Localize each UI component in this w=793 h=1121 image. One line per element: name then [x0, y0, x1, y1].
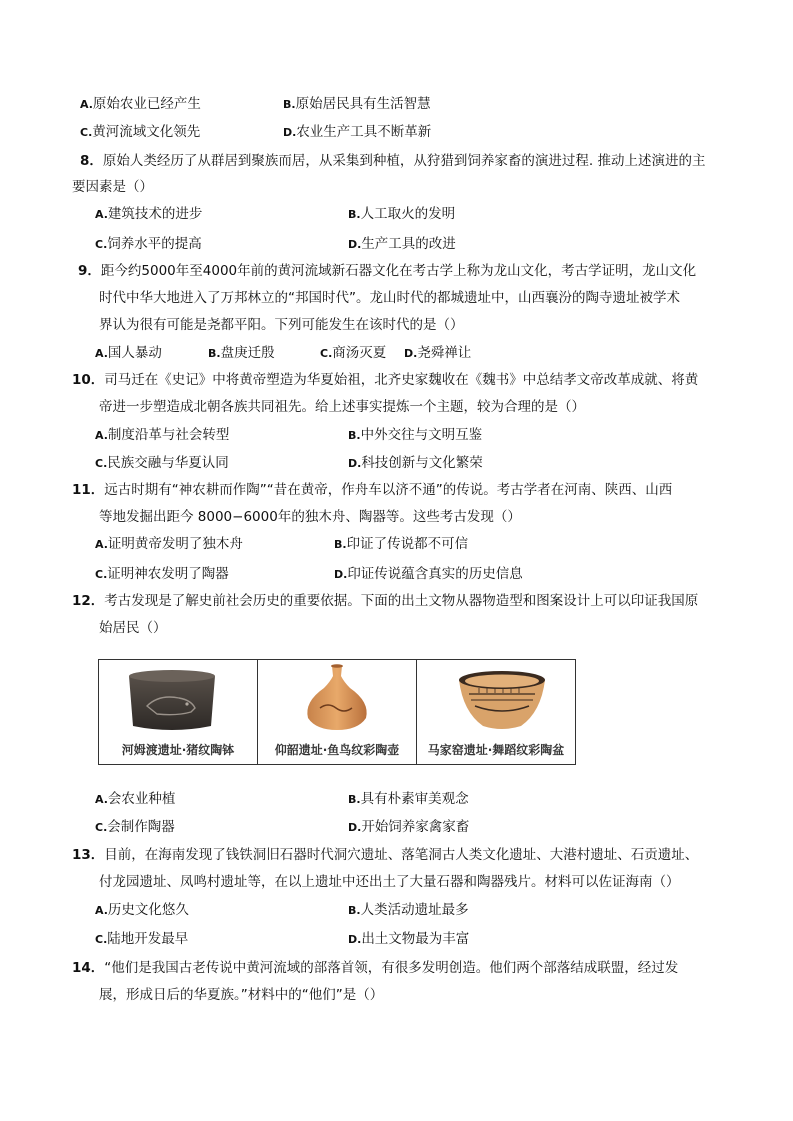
q12-option-b: B.具有朴素审美观念	[348, 791, 469, 807]
q8-option-d: D.生产工具的改进	[348, 236, 456, 252]
q10-option-a: A.制度沿革与社会转型	[95, 427, 230, 443]
q10-stem-line-2: 帝进一步塑造成北朝各族共同祖先。给上述事实提炼一个主题，较为合理的是（）	[99, 399, 585, 415]
q8-stem-line-2: 要因素是（）	[72, 179, 153, 195]
q7-option-b: B.原始居民具有生活智慧	[283, 96, 431, 112]
q9-option-b: B.盘庚迁殷	[208, 345, 275, 361]
q10-number: 10．	[72, 372, 105, 388]
artifact-cell-1	[99, 660, 258, 764]
q9-stem-line-3: 界认为很有可能是尧都平阳。下列可能发生在该时代的是（）	[99, 317, 464, 333]
q10-option-d: D.科技创新与文化繁荣	[348, 455, 483, 471]
q12-stem-line-1: 12．考古发现是了解史前社会历史的重要依据。下面的出土文物从器物造型和图案设计上可以印证我国原	[72, 593, 699, 609]
q10-option-c: C.民族交融与华夏认同	[95, 455, 229, 471]
q14-stem-line-2: 展，形成日后的华夏族。”材料中的“他们”是（）	[99, 987, 384, 1003]
q8-option-b: B.人工取火的发明	[348, 206, 456, 222]
q14-number: 14．	[72, 960, 105, 976]
q7-option-a: A.原始农业已经产生	[80, 96, 201, 112]
q7-option-d: D.农业生产工具不断革新	[283, 124, 432, 140]
q13-number: 13．	[72, 847, 105, 863]
q14-stem-line-1: 14．“他们是我国古老传说中黄河流域的部落首领，有很多发明创造。他们两个部落结成联盟，经过发	[72, 960, 679, 976]
pig-pattern-bowl-icon	[99, 660, 245, 740]
artifact-cell-2	[258, 660, 417, 764]
artifact-caption-3: 马家窑遗址·舞蹈纹彩陶盆	[427, 743, 565, 757]
artifact-caption-2: 仰韶遗址·鱼鸟纹彩陶壶	[274, 743, 400, 757]
q12-stem-line-2: 始居民（）	[99, 620, 167, 636]
q9-number: 9．	[78, 263, 101, 279]
q13-option-a: A.历史文化悠久	[95, 902, 189, 918]
artifact-caption-1: 河姆渡遗址·猪纹陶钵	[121, 743, 235, 757]
q13-option-b: B.人类活动遗址最多	[348, 902, 469, 918]
q11-stem-line-2: 等地发掘出距今 8000−6000年的独木舟、陶器等。这些考古发现（）	[99, 509, 521, 525]
q11-option-c: C.证明神农发明了陶器	[95, 566, 229, 582]
q10-stem-line-1: 10．司马迁在《史记》中将黄帝塑造为华夏始祖，北齐史家魏收在《魏书》中总结孝文帝改革成就、将黄	[72, 372, 699, 388]
q9-option-c: C.商汤灭夏	[320, 345, 387, 361]
q11-option-a: A.证明黄帝发明了独木舟	[95, 536, 243, 552]
q12-option-d: D.开始饲养家禽家畜	[348, 819, 470, 835]
q7-option-c: C.黄河流域文化领先	[80, 124, 201, 140]
fish-bird-painted-pot-icon	[258, 660, 416, 740]
q11-option-b: B.印证了传说都不可信	[334, 536, 469, 552]
q11-number: 11．	[72, 482, 105, 498]
q8-option-c: C.饲养水平的提高	[95, 236, 202, 252]
q11-option-d: D.印证传说蕴含真实的历史信息	[334, 566, 523, 582]
q10-option-b: B.中外交往与文明互鉴	[348, 427, 483, 443]
dance-pattern-basin-icon	[417, 660, 587, 740]
q9-stem-line-1: 9．距今约5000年至4000年前的黄河流域新石器文化在考古学上称为龙山文化，考古学证明，龙山文化	[78, 263, 697, 279]
q12-number: 12．	[72, 593, 105, 609]
q13-stem-line-1: 13．目前，在海南发现了钱铁洞旧石器时代洞穴遗址、落笔洞古人类文化遗址、大港村遗址、石贡遗址、	[72, 847, 699, 863]
q13-option-c: C.陆地开发最早	[95, 931, 189, 947]
q13-stem-line-2: 付龙园遗址、凤鸣村遗址等，在以上遗址中还出土了大量石器和陶器残片。材料可以佐证海南（）	[99, 874, 680, 890]
q9-stem-line-2: 时代中华大地进入了万邦林立的“邦国时代”。龙山时代的都城遗址中，山西襄汾的陶寺遗址被学术	[99, 290, 680, 306]
q8-option-a: A.建筑技术的进步	[95, 206, 203, 222]
q9-option-a: A.国人暴动	[95, 345, 162, 361]
q9-option-d: D.尧舜禅让	[404, 345, 472, 361]
q8-number: 8．	[80, 153, 103, 169]
q12-option-a: A.会农业种植	[95, 791, 176, 807]
artifact-cell-3	[417, 660, 575, 764]
q13-option-d: D.出土文物最为丰富	[348, 931, 470, 947]
q12-option-c: C.会制作陶器	[95, 819, 175, 835]
q8-stem-line-1: 8．原始人类经历了从群居到聚族而居，从采集到种植，从狩猎到饲养家畜的演进过程. 推动上述演进的主	[80, 153, 706, 169]
q11-stem-line-1: 11．远古时期有“神农耕而作陶”“昔在黄帝，作舟车以济不通”的传说。考古学者在河南、陕西、山西	[72, 482, 673, 498]
artifact-figure	[98, 659, 576, 765]
